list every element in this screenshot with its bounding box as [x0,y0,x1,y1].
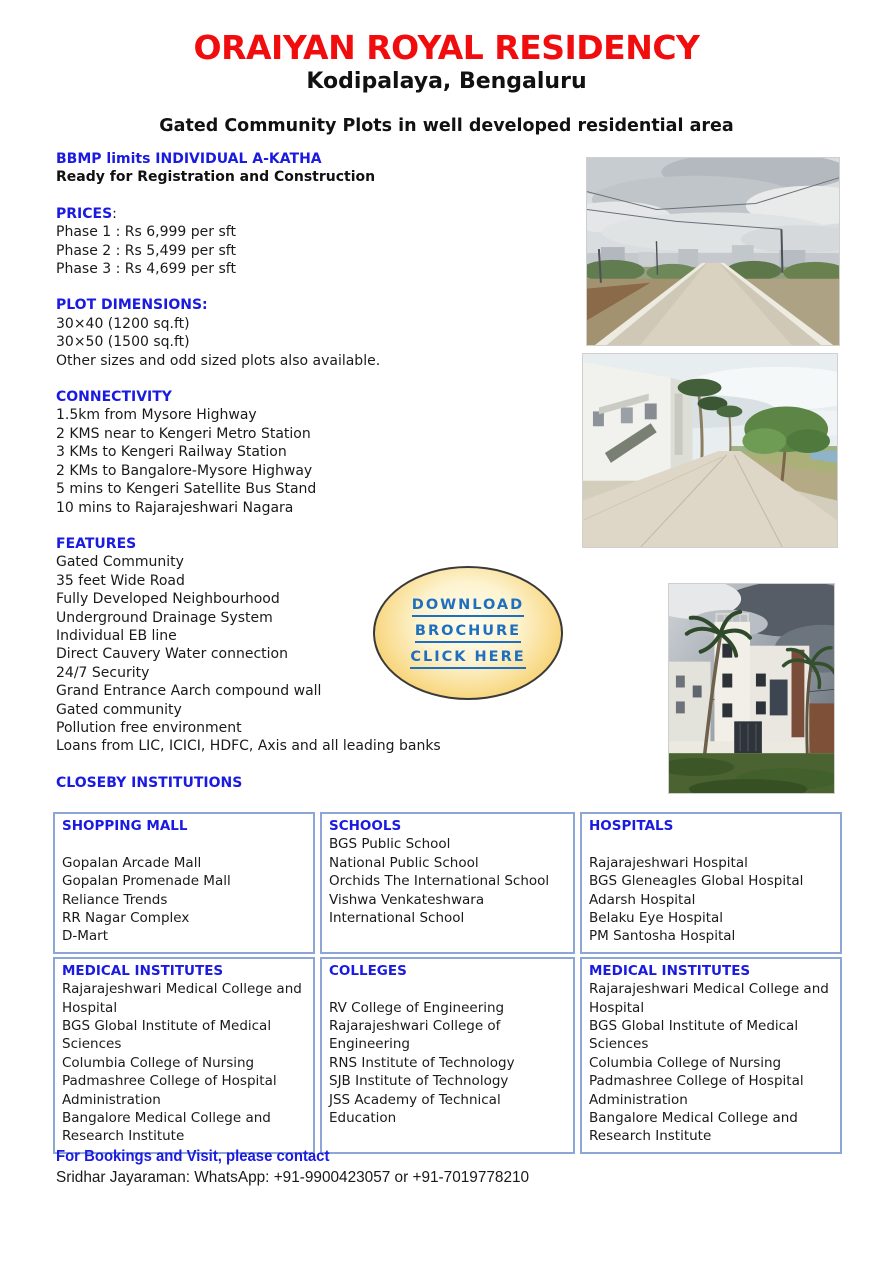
cell-heading-hospitals: HOSPITALS [589,818,674,834]
institution-item: Orchids The International School [329,873,550,890]
connectivity-line: 2 KMs to Bangalore-Mysore Highway [56,462,313,479]
institutions-table [53,812,842,1154]
cell-heading-medical-institutes-left: MEDICAL INSTITUTES [62,962,224,979]
connectivity-line: 2 KMS near to Kengeri Metro Station [56,425,311,442]
connectivity-section [56,388,581,517]
table-cell-shopping-mall [53,812,315,954]
institution-item: Columbia College of Nursing [589,1054,782,1071]
institution-item: JSS Academy of Technical Education [329,1091,501,1127]
connectivity-heading: CONNECTIVITY [56,389,172,406]
download-brochure-button[interactable] [373,566,563,700]
plot-dimensions-section [56,296,581,370]
institution-item: Bangalore Medical College and Research Institute [589,1110,798,1145]
price-line: Phase 2 : Rs 5,499 per sft [56,242,236,259]
shopping-mall-list [62,835,309,945]
schools-list [329,835,569,927]
feature-line: Grand Entrance Aarch compound wall [56,683,322,700]
details-column [56,150,581,792]
plot-dimension-line: 30×40 (1200 sq.ft) [56,315,190,332]
feature-line: Direct Cauvery Water connection [56,646,288,663]
page-tagline: Gated Community Plots in well developed residential area [159,116,734,136]
hospitals-list [589,835,836,945]
feature-line: 24/7 Security [56,664,150,681]
plot-dimensions-list [56,315,581,370]
price-line: Phase 1 : Rs 6,999 per sft [56,224,236,241]
table-cell-schools [320,812,575,954]
download-label: DOWNLOAD [412,597,524,617]
institution-item: Padmashree College of Hospital Administration [589,1073,804,1108]
page-header [0,28,893,136]
click-here-label: CLICK HERE [410,649,525,669]
institution-item: BGS Global Institute of Medical Sciences [62,1018,272,1053]
road-photo-graphic [587,158,839,345]
price-line: Phase 3 : Rs 4,699 per sft [56,261,236,278]
institution-item: Columbia College of Nursing [62,1054,255,1071]
property-photo-road [586,157,840,346]
institution-item: Reliance Trends [62,891,168,908]
feature-line: Underground Drainage System [56,609,273,626]
registration-line: Ready for Registration and Construction [56,169,376,186]
institution-item: Gopalan Promenade Mall [62,873,231,890]
institution-item: RR Nagar Complex [62,910,190,927]
institution-item: Adarsh Hospital [589,891,696,908]
feature-line: Pollution free environment [56,719,242,736]
medical-institutes-left-list [62,980,309,1146]
property-photo-street [582,353,838,548]
table-cell-medical-institutes-right [580,957,842,1154]
institution-item: Rajarajeshwari Medical College and Hospital [62,981,302,1016]
table-cell-colleges [320,957,575,1154]
institution-item [589,835,836,853]
table-cell-medical-institutes-left [53,957,315,1154]
institution-item: Belaku Eye Hospital [589,910,724,927]
institution-item: Rajarajeshwari Hospital [589,854,748,871]
colleges-list [329,980,569,1127]
institution-item: RV College of Engineering [329,999,505,1016]
medical-institutes-right-list [589,980,836,1146]
institution-item: Padmashree College of Hospital Administration [62,1073,277,1108]
cell-heading-medical-institutes-right: MEDICAL INSTITUTES [589,962,751,979]
feature-line: Gated community [56,701,182,718]
cell-heading-colleges: COLLEGES [329,962,407,979]
feature-line: 35 feet Wide Road [56,572,185,589]
villa-photo-graphic [669,584,834,793]
institution-item: BGS Global Institute of Medical Sciences [589,1018,799,1053]
connectivity-line: 1.5km from Mysore Highway [56,407,257,424]
brochure-label: BROCHURE [415,623,521,643]
plot-dimension-line: Other sizes and odd sized plots also available. [56,352,381,369]
institution-item [62,835,309,853]
institution-item: Gopalan Arcade Mall [62,854,202,871]
features-heading: FEATURES [56,535,137,552]
page-subtitle: Kodipalaya, Bengaluru [306,69,587,94]
institution-item: Vishwa Venkateshwara International School [329,891,485,927]
plot-dimension-line: 30×50 (1500 sq.ft) [56,334,190,351]
institution-item: SJB Institute of Technology [329,1073,509,1090]
closeby-heading: CLOSEBY INSTITUTIONS [56,774,243,791]
connectivity-line: 3 KMs to Kengeri Railway Station [56,444,287,461]
contact-detail: Sridhar Jayaraman: WhatsApp: +91-9900423057 or +91-7019778210 [56,1169,530,1186]
prices-list [56,223,581,278]
intro-section [56,150,581,187]
feature-line: Gated Community [56,554,184,571]
connectivity-line: 10 mins to Rajarajeshwari Nagara [56,499,294,516]
contact-section [56,1147,549,1188]
feature-line: Fully Developed Neighbourhood [56,591,280,608]
table-cell-hospitals [580,812,842,954]
institution-item: BGS Gleneagles Global Hospital [589,873,804,890]
institution-item: Rajarajeshwari Medical College and Hospital [589,981,829,1016]
page-title: ORAIYAN ROYAL RESIDENCY [193,28,700,67]
institution-item: Rajarajeshwari College of Engineering [329,1018,501,1053]
closeby-section [56,774,581,792]
feature-line: Loans from LIC, ICICI, HDFC, Axis and all leading banks [56,738,441,755]
feature-line: Individual EB line [56,627,177,644]
cell-heading-shopping-mall: SHOPPING MALL [62,818,188,834]
plot-dimensions-heading: PLOT DIMENSIONS: [56,297,208,314]
prices-heading: PRICES: [56,205,117,222]
institution-item: Bangalore Medical College and Research Institute [62,1110,271,1145]
institution-item: BGS Public School [329,836,451,853]
katha-heading: BBMP limits INDIVIDUAL A-KATHA [56,151,322,167]
cell-heading-schools: SCHOOLS [329,818,402,834]
property-photo-villa [668,583,835,794]
prices-section [56,205,581,279]
institution-item: D-Mart [62,928,109,945]
institution-item [329,980,569,998]
institution-item: PM Santosha Hospital [589,928,736,945]
institution-item: RNS Institute of Technology [329,1054,515,1071]
institution-item: National Public School [329,854,479,871]
street-photo-graphic [583,354,837,547]
contact-heading: For Bookings and Visit, please contact [56,1148,330,1165]
connectivity-list [56,406,581,516]
connectivity-line: 5 mins to Kengeri Satellite Bus Stand [56,481,317,498]
